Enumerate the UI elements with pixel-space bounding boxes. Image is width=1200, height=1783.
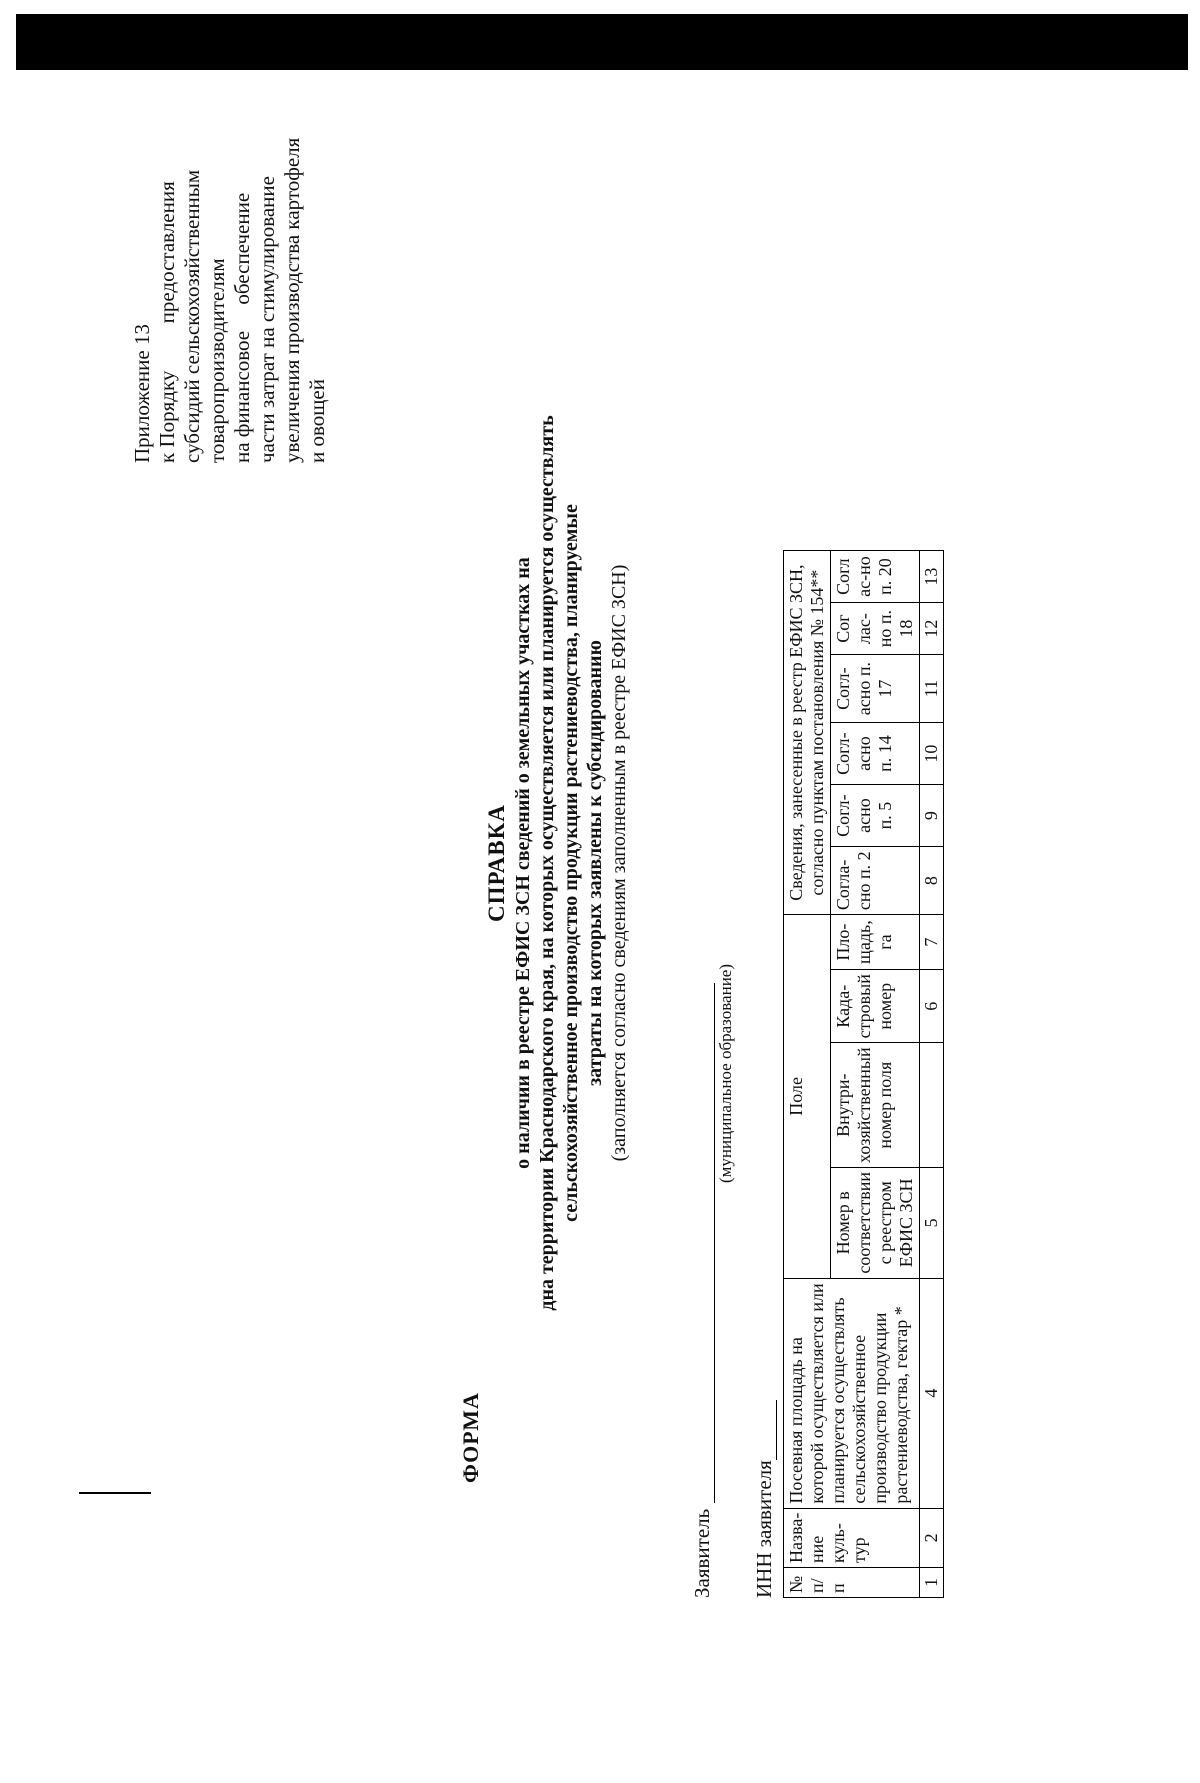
title-line: затраты на которых заявлены к субсидированию — [584, 640, 606, 1086]
column-number-cell: 10 — [920, 723, 944, 785]
table-column-numbers-row — [920, 551, 944, 1598]
applicant-field[interactable] — [696, 983, 715, 1503]
column-number-cell: 4 — [920, 1278, 944, 1508]
header-cell-field-internal-number: Внутри-хозяйственный номер поля — [831, 1043, 920, 1168]
header-cell-cadastral-number: Када-стровый номер — [831, 970, 920, 1043]
appendix-line: на финансовое обеспечение — [230, 192, 254, 463]
appendix-line: части затрат на стимулирование — [255, 176, 279, 463]
column-number-cell: 1 — [920, 1568, 944, 1598]
header-cell-item-2: Согла-сно п. 2 — [831, 847, 920, 915]
title-note: (заполняется согласно сведениям заполненным в реестре ЕФИС ЗСН) — [608, 564, 630, 1162]
title-line: дна территории Краснодарского края, на которых осуществляется или планируется осуществлять — [536, 415, 558, 1311]
title-heading: СПРАВКА — [484, 804, 509, 922]
appendix-line: товаропроизводителям — [205, 258, 229, 463]
header-cell-area: Посевная площадь на которой осуществляется или планируется осуществлять сельскохозяйственное производство продукции растениеводства, гектар * — [784, 1278, 920, 1508]
table-header-row — [784, 551, 831, 1598]
header-cell-item-18: Сог лас-но п. 18 — [831, 603, 920, 655]
header-cell-number: № п/п — [784, 1568, 920, 1598]
header-cell-item-14: Согл-асно п. 14 — [831, 723, 920, 785]
applicant-label: Заявитель — [690, 1508, 714, 1598]
appendix-line: к Порядку предоставления — [155, 181, 179, 463]
appendix-note — [130, 43, 330, 463]
land-plots-table — [783, 550, 944, 1598]
inn-row — [752, 1400, 777, 1598]
column-number-cell: 12 — [920, 603, 944, 655]
column-number-cell: 9 — [920, 785, 944, 847]
document-title — [485, 273, 631, 1453]
inn-field[interactable] — [758, 1400, 777, 1460]
column-number-cell: 5 — [920, 1167, 944, 1278]
header-cell-item-20: Согл ас-но п. 20 — [831, 551, 920, 603]
scan-edge-line — [79, 1492, 151, 1494]
column-number-cell: 6 — [920, 970, 944, 1043]
header-cell-field-efis-number: Номер в соответствии с реестром ЕФИС ЗСН — [831, 1167, 920, 1278]
title-line: о наличии в реестре ЕФИС ЗСН сведений о земельных участках на — [512, 557, 534, 1169]
header-cell-field-area: Пло-щадь, га — [831, 915, 920, 970]
applicant-row — [690, 983, 715, 1598]
column-number-cell: 2 — [920, 1508, 944, 1567]
header-cell-item-17: Согл-асно п. 17 — [831, 655, 920, 723]
appendix-line: и овощей — [305, 379, 329, 463]
header-cell-item-5: Согл-асно п. 5 — [831, 785, 920, 847]
column-number-cell: 13 — [920, 551, 944, 603]
column-number-cell: 8 — [920, 847, 944, 915]
header-cell-field: Поле — [784, 915, 831, 1279]
header-cell-efis: Сведения, занесенные в реестр ЕФИС ЗСН, согласно пунктам постановления № 154** — [784, 551, 831, 915]
appendix-line: увеличения производства картофеля — [280, 137, 304, 463]
inn-label: ИНН заявителя — [752, 1460, 776, 1598]
appendix-line: субсидий сельскохозяйственным — [180, 169, 204, 463]
column-number-cell: 7 — [920, 915, 944, 970]
form-label: ФОРМА — [458, 1392, 483, 1483]
municipality-caption: (муниципальное образование) — [716, 964, 735, 1183]
title-line: сельскохозяйственное производство продукции растениеводства, планируемые — [560, 504, 582, 1222]
column-number-cell — [920, 1043, 944, 1168]
appendix-line: Приложение 13 — [130, 324, 154, 463]
column-number-cell: 11 — [920, 655, 944, 723]
header-cell-culture: Назва-ние куль-тур — [784, 1508, 920, 1567]
